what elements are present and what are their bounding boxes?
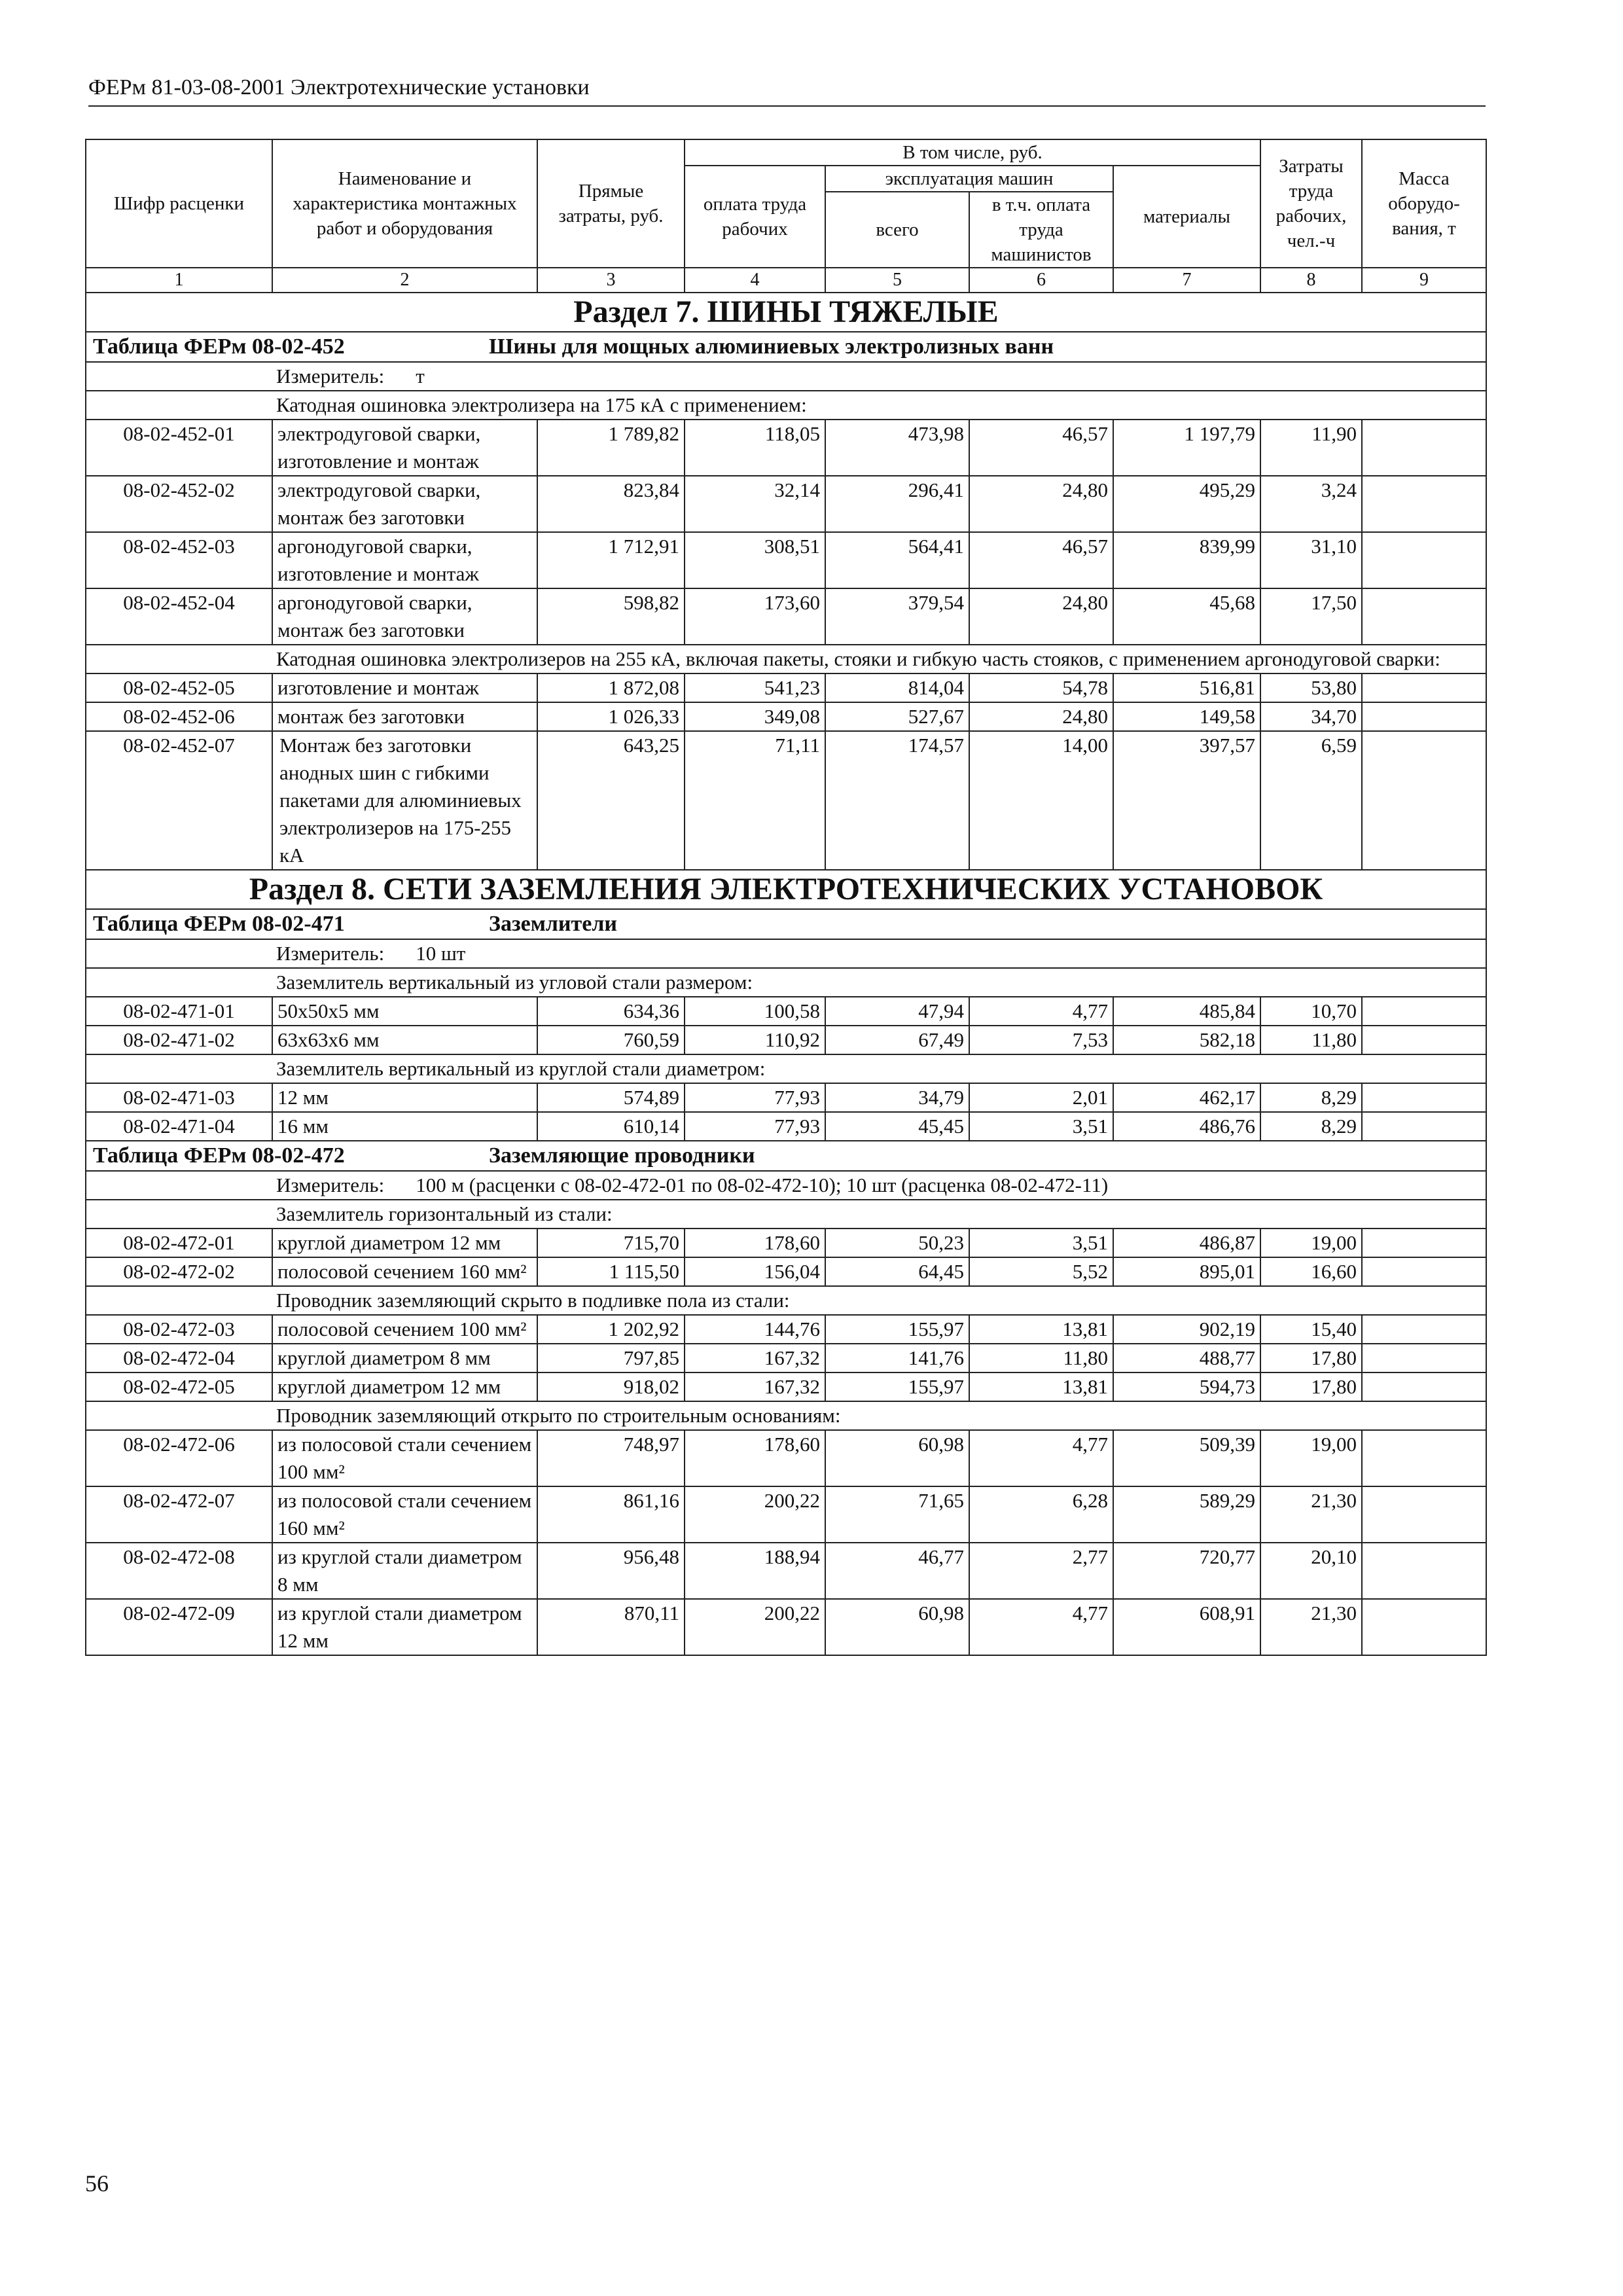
labor-hours: 17,80 [1260, 1344, 1362, 1372]
table-code: Таблица ФЕРм 08-02-471 [93, 912, 345, 936]
materials: 608,91 [1113, 1599, 1260, 1655]
machines-total: 473,98 [825, 420, 969, 476]
materials: 895,01 [1113, 1257, 1260, 1286]
labor-hours: 19,00 [1260, 1229, 1362, 1257]
column-number: 4 [685, 268, 825, 293]
equipment-mass [1362, 1315, 1486, 1344]
equipment-mass [1362, 997, 1486, 1026]
work-name: аргонодуговой сварки, монтаж без заготовки [272, 588, 537, 645]
wages: 156,04 [685, 1257, 825, 1286]
machinist-wages: 3,51 [969, 1112, 1113, 1141]
labor-hours: 8,29 [1260, 1112, 1362, 1141]
materials: 495,29 [1113, 476, 1260, 532]
table-row [86, 1599, 1486, 1655]
machines-total: 34,79 [825, 1083, 969, 1112]
meter-row [86, 362, 1486, 391]
column-number: 9 [1362, 268, 1486, 293]
rate-code: 08-02-472-02 [86, 1257, 272, 1286]
labor-hours: 21,30 [1260, 1486, 1362, 1543]
materials: 149,58 [1113, 702, 1260, 731]
group-row [86, 1200, 1486, 1229]
machines-total: 45,45 [825, 1112, 969, 1141]
table-row [86, 1315, 1486, 1344]
column-number: 2 [272, 268, 537, 293]
labor-hours: 19,00 [1260, 1430, 1362, 1486]
direct-costs: 861,16 [537, 1486, 685, 1543]
column-number: 8 [1260, 268, 1362, 293]
table-row [86, 1372, 1486, 1401]
direct-costs: 797,85 [537, 1344, 685, 1372]
machines-total: 47,94 [825, 997, 969, 1026]
machines-total: 174,57 [825, 731, 969, 870]
direct-costs: 823,84 [537, 476, 685, 532]
direct-costs: 715,70 [537, 1229, 685, 1257]
wages: 32,14 [685, 476, 825, 532]
meter-value: т [416, 365, 425, 387]
rate-code: 08-02-452-04 [86, 588, 272, 645]
header-machines-total: всего [825, 192, 969, 268]
machinist-wages: 4,77 [969, 1599, 1113, 1655]
machinist-wages: 24,80 [969, 588, 1113, 645]
machinist-wages: 13,81 [969, 1315, 1113, 1344]
table-title [86, 332, 1486, 362]
table-title-row [86, 332, 1486, 362]
equipment-mass [1362, 476, 1486, 532]
machines-total: 814,04 [825, 673, 969, 702]
group-row [86, 1054, 1486, 1083]
machines-total: 296,41 [825, 476, 969, 532]
group-description: Катодная ошиновка электролизера на 175 кА с применением: [86, 391, 1486, 420]
materials: 589,29 [1113, 1486, 1260, 1543]
machines-total: 564,41 [825, 532, 969, 588]
header-materials: материалы [1113, 166, 1260, 268]
materials: 582,18 [1113, 1026, 1260, 1054]
labor-hours: 6,59 [1260, 731, 1362, 870]
work-name: 50x50x5 мм [272, 997, 537, 1026]
equipment-mass [1362, 673, 1486, 702]
work-name: аргонодуговой сварки, изготовление и монтаж [272, 532, 537, 588]
column-number: 5 [825, 268, 969, 293]
materials: 486,76 [1113, 1112, 1260, 1141]
group-row [86, 1401, 1486, 1430]
table-title-row [86, 909, 1486, 939]
group-row [86, 645, 1486, 673]
table-code: Таблица ФЕРм 08-02-452 [93, 334, 345, 359]
group-description: Проводник заземляющий скрыто в подливке пола из стали: [86, 1286, 1486, 1315]
machinist-wages: 24,80 [969, 702, 1113, 731]
wages: 308,51 [685, 532, 825, 588]
meter [86, 939, 1486, 968]
rate-code: 08-02-472-04 [86, 1344, 272, 1372]
table-row [86, 1112, 1486, 1141]
meter-label: Измеритель: [276, 1174, 385, 1196]
rate-code: 08-02-472-05 [86, 1372, 272, 1401]
column-number: 3 [537, 268, 685, 293]
table-row [86, 1026, 1486, 1054]
rate-code: 08-02-452-05 [86, 673, 272, 702]
table-row [86, 1430, 1486, 1486]
work-name: полосовой сечением 100 мм² [272, 1315, 537, 1344]
header-labor: Затраты труда рабочих, чел.-ч [1260, 139, 1362, 268]
labor-hours: 15,40 [1260, 1315, 1362, 1344]
meter-row [86, 1171, 1486, 1200]
group-row [86, 1286, 1486, 1315]
direct-costs: 1 026,33 [537, 702, 685, 731]
labor-hours: 21,30 [1260, 1599, 1362, 1655]
wages: 71,11 [685, 731, 825, 870]
machines-total: 60,98 [825, 1430, 969, 1486]
machinist-wages: 11,80 [969, 1344, 1113, 1372]
machinist-wages: 24,80 [969, 476, 1113, 532]
machinist-wages: 2,01 [969, 1083, 1113, 1112]
labor-hours: 16,60 [1260, 1257, 1362, 1286]
header-code: Шифр расценки [86, 139, 272, 268]
wages: 200,22 [685, 1486, 825, 1543]
labor-hours: 10,70 [1260, 997, 1362, 1026]
section-title: Раздел 7. ШИНЫ ТЯЖЕЛЫЕ [86, 293, 1486, 332]
wages: 178,60 [685, 1430, 825, 1486]
table-row [86, 731, 1486, 870]
machinist-wages: 13,81 [969, 1372, 1113, 1401]
group-row [86, 968, 1486, 997]
equipment-mass [1362, 1257, 1486, 1286]
direct-costs: 1 202,92 [537, 1315, 685, 1344]
work-name: круглой диаметром 8 мм [272, 1344, 537, 1372]
meter-value: 10 шт [416, 942, 466, 965]
rate-code: 08-02-452-03 [86, 532, 272, 588]
labor-hours: 20,10 [1260, 1543, 1362, 1599]
direct-costs: 748,97 [537, 1430, 685, 1486]
materials: 488,77 [1113, 1344, 1260, 1372]
machines-total: 71,65 [825, 1486, 969, 1543]
machinist-wages: 2,77 [969, 1543, 1113, 1599]
rate-code: 08-02-471-02 [86, 1026, 272, 1054]
equipment-mass [1362, 1229, 1486, 1257]
table-row [86, 420, 1486, 476]
table-row [86, 673, 1486, 702]
table-row [86, 1257, 1486, 1286]
equipment-mass [1362, 1112, 1486, 1141]
machines-total: 155,97 [825, 1315, 969, 1344]
direct-costs: 956,48 [537, 1543, 685, 1599]
machines-total: 379,54 [825, 588, 969, 645]
machinist-wages: 5,52 [969, 1257, 1113, 1286]
table-name: Заземляющие проводники [489, 1143, 755, 1168]
wages: 173,60 [685, 588, 825, 645]
labor-hours: 34,70 [1260, 702, 1362, 731]
machinist-wages: 7,53 [969, 1026, 1113, 1054]
section-title-row [86, 293, 1486, 332]
direct-costs: 634,36 [537, 997, 685, 1026]
group-description: Проводник заземляющий открыто по строительным основаниям: [86, 1401, 1486, 1430]
header-wages: оплата труда рабочих [685, 166, 825, 268]
section-title-row [86, 870, 1486, 909]
work-name: 16 мм [272, 1112, 537, 1141]
group-description: Заземлитель горизонтальный из стали: [86, 1200, 1486, 1229]
rate-code: 08-02-452-01 [86, 420, 272, 476]
direct-costs: 1 872,08 [537, 673, 685, 702]
machines-total: 141,76 [825, 1344, 969, 1372]
header-direct-costs: Прямые затраты, руб. [537, 139, 685, 268]
labor-hours: 3,24 [1260, 476, 1362, 532]
direct-costs: 1 115,50 [537, 1257, 685, 1286]
equipment-mass [1362, 532, 1486, 588]
rate-code: 08-02-472-01 [86, 1229, 272, 1257]
machinist-wages: 46,57 [969, 532, 1113, 588]
work-name: из круглой стали диаметром 8 мм [272, 1543, 537, 1599]
machines-total: 155,97 [825, 1372, 969, 1401]
column-number: 7 [1113, 268, 1260, 293]
equipment-mass [1362, 1372, 1486, 1401]
table-row [86, 532, 1486, 588]
work-name: из круглой стали диаметром 12 мм [272, 1599, 537, 1655]
wages: 118,05 [685, 420, 825, 476]
rate-code: 08-02-471-03 [86, 1083, 272, 1112]
wages: 167,32 [685, 1372, 825, 1401]
rate-code: 08-02-471-01 [86, 997, 272, 1026]
table-name: Заземлители [489, 912, 617, 936]
table-row [86, 702, 1486, 731]
work-name: монтаж без заготовки [272, 702, 537, 731]
materials: 594,73 [1113, 1372, 1260, 1401]
wages: 178,60 [685, 1229, 825, 1257]
group-description: Заземлитель вертикальный из угловой стали размером: [86, 968, 1486, 997]
materials: 902,19 [1113, 1315, 1260, 1344]
rate-code: 08-02-472-08 [86, 1543, 272, 1599]
machinist-wages: 3,51 [969, 1229, 1113, 1257]
machinist-wages: 4,77 [969, 1430, 1113, 1486]
machinist-wages: 14,00 [969, 731, 1113, 870]
table-row [86, 1083, 1486, 1112]
rate-code: 08-02-452-07 [86, 731, 272, 870]
materials: 397,57 [1113, 731, 1260, 870]
work-name: 12 мм [272, 1083, 537, 1112]
table-title-row [86, 1141, 1486, 1171]
wages: 200,22 [685, 1599, 825, 1655]
rate-code: 08-02-452-02 [86, 476, 272, 532]
table-row [86, 997, 1486, 1026]
machinist-wages: 54,78 [969, 673, 1113, 702]
rate-code: 08-02-472-07 [86, 1486, 272, 1543]
direct-costs: 610,14 [537, 1112, 685, 1141]
meter-row [86, 939, 1486, 968]
wages: 167,32 [685, 1344, 825, 1372]
materials: 462,17 [1113, 1083, 1260, 1112]
group-row [86, 391, 1486, 420]
wages: 349,08 [685, 702, 825, 731]
equipment-mass [1362, 731, 1486, 870]
labor-hours: 17,80 [1260, 1372, 1362, 1401]
equipment-mass [1362, 1599, 1486, 1655]
labor-hours: 17,50 [1260, 588, 1362, 645]
direct-costs: 918,02 [537, 1372, 685, 1401]
materials: 839,99 [1113, 532, 1260, 588]
work-name: из полосовой стали сечением 160 мм² [272, 1486, 537, 1543]
equipment-mass [1362, 1344, 1486, 1372]
materials: 485,84 [1113, 997, 1260, 1026]
header-mass: Масса оборудо-вания, т [1362, 139, 1486, 268]
work-name: изготовление и монтаж [272, 673, 537, 702]
document-header: ФЕРм 81-03-08-2001 Электротехнические установки [88, 75, 1486, 107]
work-name: электродуговой сварки, изготовление и монтаж [272, 420, 537, 476]
wages: 144,76 [685, 1315, 825, 1344]
header-name: Наименование и характеристика монтажных работ и оборудования [272, 139, 537, 268]
header-machines: эксплуатация машин [825, 166, 1113, 192]
machines-total: 527,67 [825, 702, 969, 731]
rate-code: 08-02-472-06 [86, 1430, 272, 1486]
wages: 77,93 [685, 1083, 825, 1112]
table-row [86, 1229, 1486, 1257]
meter-value: 100 м (расценки с 08-02-472-01 по 08-02-472-10); 10 шт (расценка 08-02-472-11) [416, 1174, 1109, 1196]
work-name: круглой диаметром 12 мм [272, 1229, 537, 1257]
column-number: 1 [86, 268, 272, 293]
work-name: электродуговой сварки, монтаж без заготовки [272, 476, 537, 532]
group-description: Заземлитель вертикальный из круглой стали диаметром: [86, 1054, 1486, 1083]
materials: 45,68 [1113, 588, 1260, 645]
table-row [86, 1486, 1486, 1543]
direct-costs: 643,25 [537, 731, 685, 870]
table-code: Таблица ФЕРм 08-02-472 [93, 1143, 345, 1168]
equipment-mass [1362, 1026, 1486, 1054]
column-number: 6 [969, 268, 1113, 293]
rate-code: 08-02-472-03 [86, 1315, 272, 1344]
work-name: полосовой сечением 160 мм² [272, 1257, 537, 1286]
direct-costs: 1 712,91 [537, 532, 685, 588]
labor-hours: 11,90 [1260, 420, 1362, 476]
work-name: круглой диаметром 12 мм [272, 1372, 537, 1401]
table-title [86, 1141, 1486, 1171]
table-row [86, 476, 1486, 532]
direct-costs: 870,11 [537, 1599, 685, 1655]
column-numbers-row [86, 268, 1486, 293]
materials: 1 197,79 [1113, 420, 1260, 476]
page-number: 56 [85, 2170, 109, 2197]
table-row [86, 588, 1486, 645]
equipment-mass [1362, 1543, 1486, 1599]
materials: 720,77 [1113, 1543, 1260, 1599]
equipment-mass [1362, 588, 1486, 645]
work-name: Монтаж без заготовки анодных шин с гибкими пакетами для алюминиевых электролизеров на 175-255 кА [272, 731, 537, 870]
labor-hours: 31,10 [1260, 532, 1362, 588]
materials: 509,39 [1113, 1430, 1260, 1486]
equipment-mass [1362, 1083, 1486, 1112]
section-title: Раздел 8. СЕТИ ЗАЗЕМЛЕНИЯ ЭЛЕКТРОТЕХНИЧЕСКИХ УСТАНОВОК [86, 870, 1486, 909]
wages: 100,58 [685, 997, 825, 1026]
equipment-mass [1362, 702, 1486, 731]
wages: 77,93 [685, 1112, 825, 1141]
work-name: из полосовой стали сечением 100 мм² [272, 1430, 537, 1486]
materials: 486,87 [1113, 1229, 1260, 1257]
work-name: 63x63x6 мм [272, 1026, 537, 1054]
direct-costs: 1 789,82 [537, 420, 685, 476]
meter [86, 1171, 1486, 1200]
rate-code: 08-02-471-04 [86, 1112, 272, 1141]
meter [86, 362, 1486, 391]
rate-code: 08-02-452-06 [86, 702, 272, 731]
table-title [86, 909, 1486, 939]
labor-hours: 8,29 [1260, 1083, 1362, 1112]
labor-hours: 53,80 [1260, 673, 1362, 702]
labor-hours: 11,80 [1260, 1026, 1362, 1054]
materials: 516,81 [1113, 673, 1260, 702]
machines-total: 67,49 [825, 1026, 969, 1054]
table-name: Шины для мощных алюминиевых электролизных ванн [489, 334, 1054, 359]
table-row [86, 1543, 1486, 1599]
machines-total: 60,98 [825, 1599, 969, 1655]
machines-total: 50,23 [825, 1229, 969, 1257]
direct-costs: 574,89 [537, 1083, 685, 1112]
rates-table [85, 139, 1487, 1656]
machinist-wages: 6,28 [969, 1486, 1113, 1543]
rate-code: 08-02-472-09 [86, 1599, 272, 1655]
direct-costs: 760,59 [537, 1026, 685, 1054]
machines-total: 46,77 [825, 1543, 969, 1599]
meter-label: Измеритель: [276, 365, 385, 387]
machines-total: 64,45 [825, 1257, 969, 1286]
machinist-wages: 46,57 [969, 420, 1113, 476]
wages: 188,94 [685, 1543, 825, 1599]
wages: 110,92 [685, 1026, 825, 1054]
header-including: В том числе, руб. [685, 139, 1260, 166]
machinist-wages: 4,77 [969, 997, 1113, 1026]
direct-costs: 598,82 [537, 588, 685, 645]
equipment-mass [1362, 420, 1486, 476]
equipment-mass [1362, 1486, 1486, 1543]
equipment-mass [1362, 1430, 1486, 1486]
table-row [86, 1344, 1486, 1372]
wages: 541,23 [685, 673, 825, 702]
meter-label: Измеритель: [276, 942, 385, 965]
group-description: Катодная ошиновка электролизеров на 255 кА, включая пакеты, стояки и гибкую часть стояков, с применением аргонодуговой сварки: [86, 645, 1486, 673]
header-machinist-wages: в т.ч. оплата труда машинистов [969, 192, 1113, 268]
